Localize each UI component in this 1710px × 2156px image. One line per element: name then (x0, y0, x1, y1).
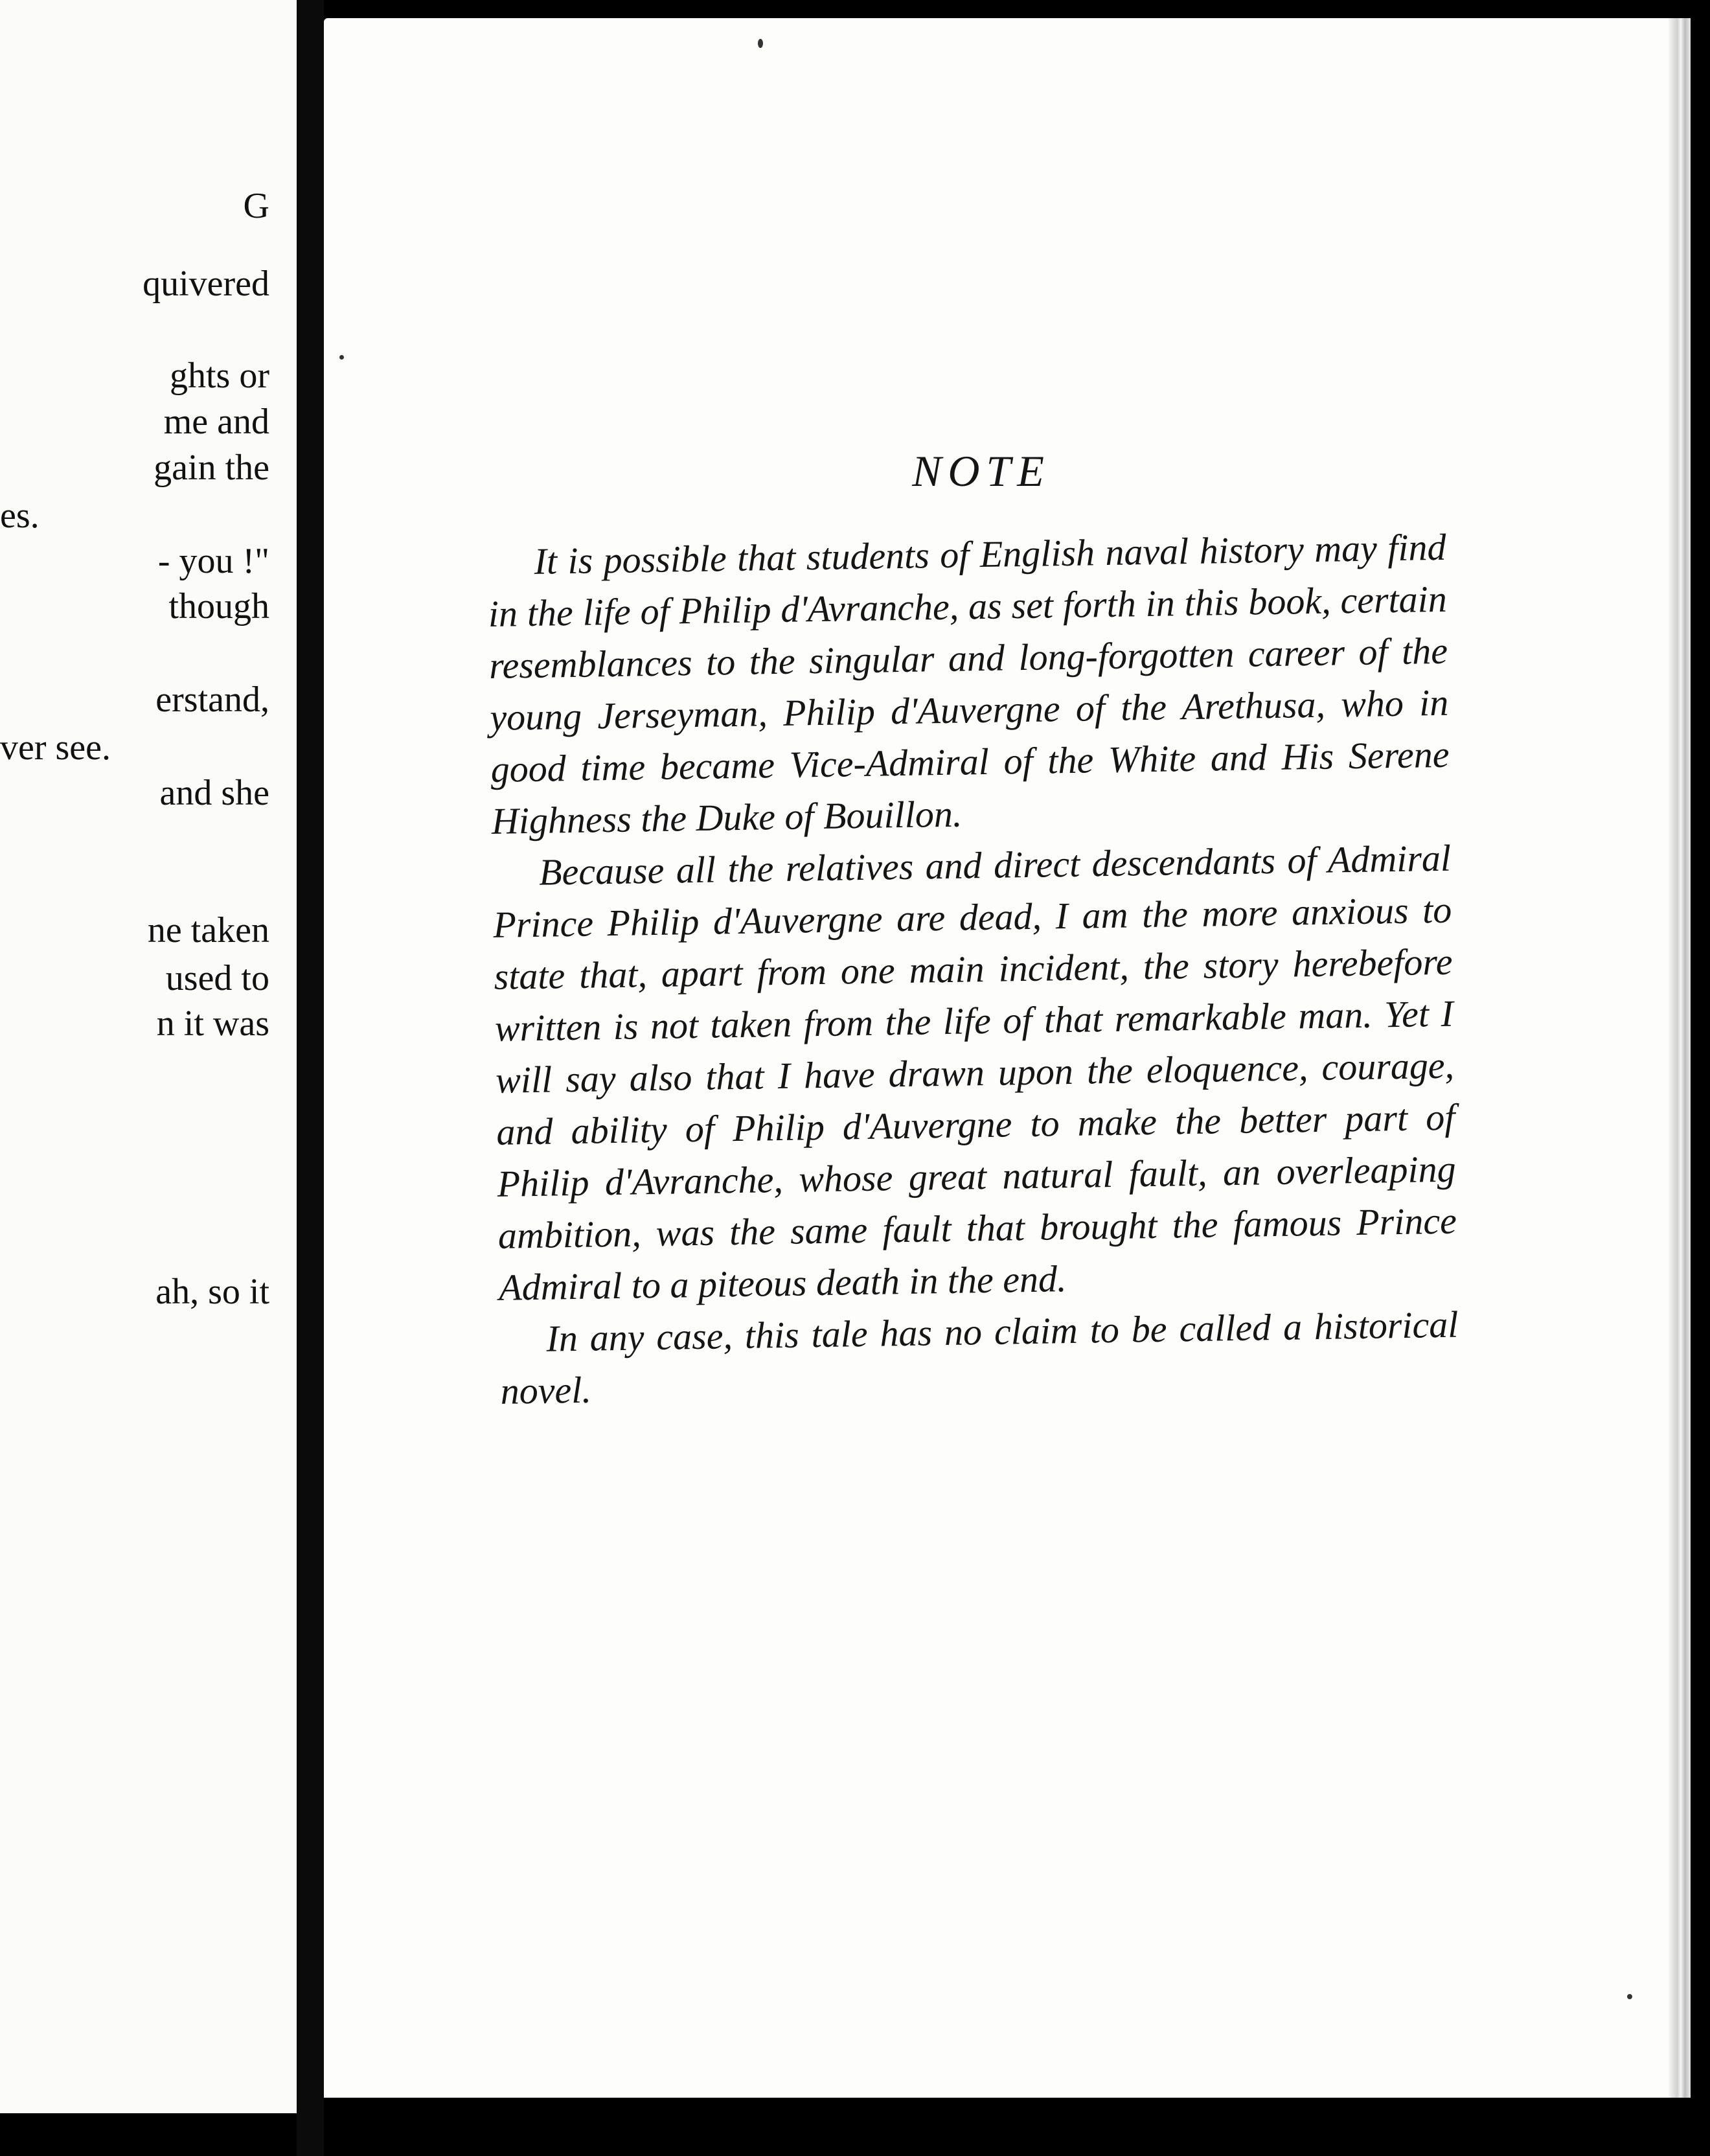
note-paragraph: In any case, this tale has no claim to be called a historical novel. (500, 1303, 1459, 1412)
left-page-fragment: n it was (156, 1003, 269, 1044)
left-page-fragment: ghts or (170, 356, 269, 396)
note-body (487, 522, 1459, 1417)
print-speck (1627, 1994, 1632, 1999)
note-paragraph: Because all the relatives and direct descendants of Admiral Prince Philip d'Auvergne are dead, I am the more anxious to state that, apart from one main incident, the story herebefore written is not taken from the life of that remarkable man. Yet I will say also that I have drawn upon the eloquence, courage, and ability of Philip d'Auvergne to make the better part of Philip d'Avranche, whose great natural fault, an overleaping ambition, was the same fault that brought the famous Prince Admiral to a piteous death in the end. (492, 836, 1457, 1309)
page-edge (1669, 18, 1691, 2098)
page-title: NOTE (912, 446, 1051, 496)
left-page-fragment: me and (163, 402, 269, 442)
print-speck (758, 39, 763, 48)
left-page-fragment: G (243, 186, 269, 226)
left-page-fragment: ne taken (147, 910, 269, 950)
left-page-fragment: es. (0, 496, 40, 536)
left-page-fragment: ah, so it (155, 1272, 269, 1312)
left-page-fragment: erstand, (155, 680, 269, 720)
left-page (0, 0, 297, 2113)
left-page-fragment: and she (159, 773, 269, 813)
left-page-fragment: though (168, 586, 269, 626)
book-gutter (297, 0, 324, 2156)
left-page-fragment: - you !" (157, 541, 269, 581)
left-page-fragment: gain the (154, 448, 269, 488)
left-page-fragment: quivered (142, 264, 269, 304)
note-paragraph: It is possible that students of English naval history may find in the life of Philip d'Avranche, as set forth in this book, certain resemblances to the singular and long-forgotten career of the young Jerseyman, Philip d'Auvergne of the Arethusa, who in good time became Vice-Admiral of the White and His Serene Highness the Duke of Bouillon. (488, 525, 1450, 842)
left-page-fragment: used to (165, 958, 269, 998)
right-page (324, 18, 1691, 2098)
print-speck (339, 355, 344, 360)
left-page-fragment: ver see. (0, 728, 111, 768)
